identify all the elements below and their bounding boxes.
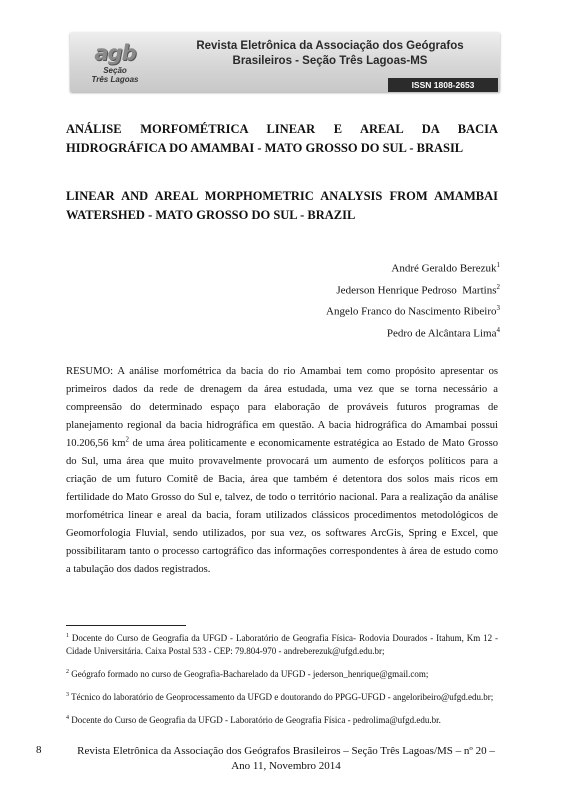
agb-logo xyxy=(72,34,158,90)
issn-badge: ISSN 1808-2653 xyxy=(388,78,498,92)
author-item: Angelo Franco do Nascimento Ribeiro$^3$ xyxy=(326,304,500,318)
logo-mark-text: agb xyxy=(94,40,136,65)
journal-title-line-1: Revista Eletrônica da Associação dos Geógrafos xyxy=(196,40,464,52)
logo-sub-line-1: Seção xyxy=(103,65,127,75)
footnote-item: $^2$ Geógrafo formado no curso de Geografia-Bacharelado da UFGD - jederson_henrique@gmail.com; xyxy=(66,669,429,679)
footer-line-2: Ano 11, Novembro 2014 xyxy=(231,760,341,772)
author-item: Pedro de Alcântara Lima$^4$ xyxy=(386,325,500,340)
logo-subtitle xyxy=(92,66,139,84)
paper-title-english: LINEAR AND AREAL MORPHOMETRIC ANALYSIS FROM AMAMBAI WATERSHED - MATO GROSSO DO SUL - BRAZIL xyxy=(66,189,498,222)
footnote-divider xyxy=(66,625,186,626)
journal-title-line-2: Brasileiros - Seção Três Lagoas-MS xyxy=(232,55,428,67)
footnotes xyxy=(66,630,498,735)
journal-title xyxy=(160,39,500,69)
page-number: 8 xyxy=(36,744,42,756)
abstract-paragraph: RESUMO: A análise morfométrica da bacia do rio Amambai tem como propósito apresentar os primeiros dados da rede de drenagem da área estudada, uma vez que se torna necessário a compreensão do determinado espaço para elaboração de prováveis futuros programas de planejamento regional da bacia hidrográfica em questão. A bacia hidrográfica do Amambai possui 10.206,56 $km^2$ de uma área politicamente e economicamente estratégica ao Estado de Mato Grosso do Sul, uma área que muito provavelmente provocará um aumento de esforços políticos para a criação de um futuro Comitê de Bacia, área que também é detentora dos solos mais ricos em fertilidade do Mato Grosso do Sul e, talvez, de todo o território nacional. Para a realização da análise morfométrica linear e areal da bacia, foram utilizados clássicos procedimentos metodológicos de Geomorfologia Fluvial, sendo utilizados, por sua vez, os softwares ArcGis, Spring e Excel, que possibilitaram tanto o processo cartográfico das informações correspondentes à área de estudo como a tabulação dos dados registrados. xyxy=(66,366,499,575)
author-list xyxy=(326,256,500,343)
page-footer xyxy=(62,744,510,774)
footnote-item: $^1$ Docente do Curso de Geografia da UFGD - Laboratório de Geografia Física- Rodovia Dourados - Itahum, Km 12 - Cidade Universitária. Caixa Postal 533 - CEP: 79.804-970 - andreberezuk@ufgd.edu.br; xyxy=(66,633,498,656)
paper-title-portuguese: ANÁLISE MORFOMÉTRICA LINEAR E AREAL DA BACIA HIDROGRÁFICA DO AMAMBAI - MATO GROSSO DO SUL - BRASIL xyxy=(66,122,498,155)
footer-line-1: Revista Eletrônica da Associação dos Geógrafos Brasileiros – Seção Três Lagoas/MS – nº 20 – xyxy=(77,745,495,757)
author-item: André Geraldo Berezuk$^1$ xyxy=(391,261,500,275)
footnote-item: $^3$ Técnico do laboratório de Geoprocessamento da UFGD e doutorando do PPGG-UFGD - angeloribeiro@ufgd.edu.br; xyxy=(66,692,494,702)
logo-sub-line-2: Três Lagoas xyxy=(91,74,139,84)
author-item: Jederson Henrique Pedroso Martins$^2$ xyxy=(336,282,500,297)
footnote-item: $^4$ Docente do Curso de Geografia da UFGD - Laboratório de Geografia Física - pedrolima@ufgd.edu.br. xyxy=(66,715,441,725)
